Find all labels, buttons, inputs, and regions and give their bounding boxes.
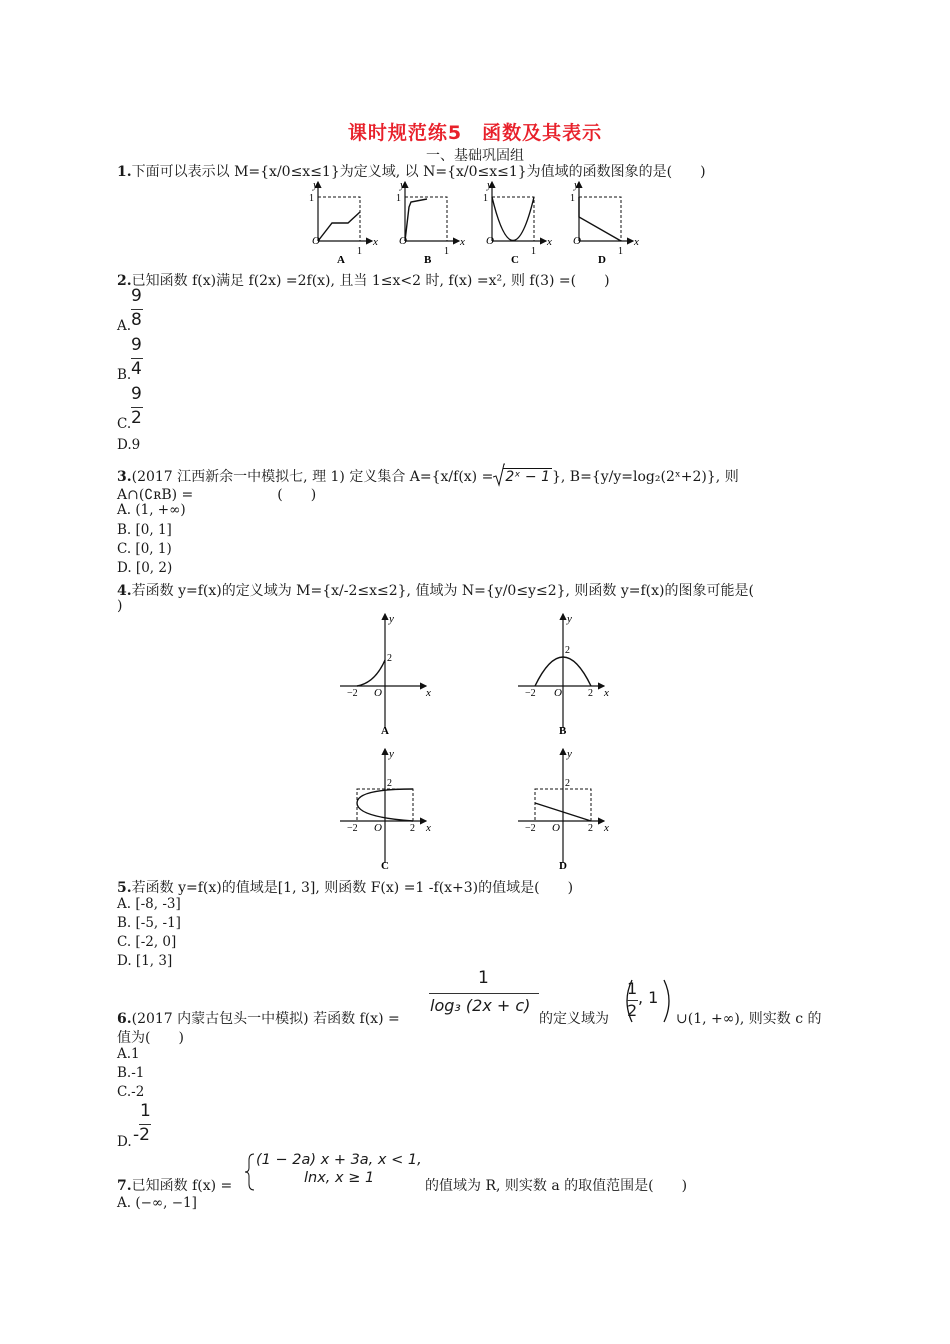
- question-number: 4.: [117, 583, 132, 599]
- question-4-close: ): [117, 598, 123, 614]
- axis-origin-label: O: [399, 235, 407, 247]
- axis-tick-label: 2: [410, 823, 415, 834]
- option-d: D. [1, 3]: [117, 953, 173, 969]
- option-b: B. [-5, -1]: [117, 915, 181, 931]
- axis-y-label: y: [487, 179, 492, 191]
- graph-label: D: [598, 254, 606, 264]
- option-c: C. [0, 1): [117, 541, 172, 557]
- option-d-sign: -: [133, 1125, 140, 1145]
- axis-tick-label: −2: [347, 688, 358, 699]
- option-value: 1: [131, 1046, 140, 1062]
- option-d: [117, 437, 140, 453]
- question-7: [117, 1175, 232, 1195]
- q1-graphs: [300, 176, 650, 264]
- axis-x-label: x: [426, 687, 431, 699]
- option-a-label: A.: [117, 318, 132, 334]
- section-heading: 一、基础巩固组: [426, 148, 524, 164]
- axis-y-label: y: [389, 613, 394, 625]
- graph-label: C: [511, 254, 519, 264]
- axis-tick-label: 1: [531, 246, 536, 257]
- question-4: [117, 580, 754, 600]
- option-a-numerator: 9: [131, 286, 142, 306]
- option-d-label: D.: [117, 437, 132, 453]
- axis-x-label: x: [426, 822, 431, 834]
- q1-graph-d: [570, 179, 639, 264]
- question-number: 7.: [117, 1178, 132, 1194]
- option-label: C.: [117, 1084, 132, 1100]
- axis-y-label: y: [567, 748, 572, 760]
- interval-numerator: 1: [627, 979, 638, 998]
- axis-origin-label: O: [552, 822, 560, 834]
- axis-tick-label: 2: [565, 778, 570, 789]
- axis-x-label: x: [373, 236, 378, 248]
- option-a: A. [-8, -3]: [117, 896, 181, 912]
- option-d-value: 9: [131, 437, 141, 453]
- option-a-denominator: 8: [131, 310, 142, 330]
- question-text: 下面可以表示以 M={x/0≤x≤1}为定义域, 以 N={x/0≤x≤1}为值域的函数图象的是( ): [131, 164, 706, 180]
- option-d: D. [0, 2): [117, 560, 173, 576]
- q4-graph-b: [518, 613, 609, 737]
- option-b: [117, 1065, 144, 1081]
- axis-y-label: y: [400, 179, 405, 191]
- q4-graph-c: [340, 748, 431, 872]
- axis-tick-label: 2: [565, 645, 570, 656]
- question-number: 1.: [117, 164, 132, 180]
- question-text: (2017 内蒙古包头一中模拟) 若函数 f(x) =: [131, 1011, 400, 1027]
- option-b-label: B.: [117, 367, 132, 383]
- option-a: A. (−∞, −1]: [117, 1195, 197, 1211]
- axis-tick-label: 1: [483, 193, 488, 204]
- option-d-den-value: 2: [139, 1125, 150, 1145]
- question-text: 已知函数 f(x) =: [131, 1178, 233, 1194]
- question-number: 5.: [117, 880, 132, 896]
- axis-x-label: x: [634, 236, 639, 248]
- question-text: 若函数 y=f(x)的值域是[1, 3], 则函数 F(x) =1 -f(x+3)的值域是( ): [131, 880, 574, 896]
- option-c-numerator: 9: [131, 384, 142, 404]
- axis-origin-label: O: [486, 235, 494, 247]
- q1-graph-c: [483, 179, 552, 264]
- axis-y-label: y: [313, 179, 318, 191]
- q6-fraction-numerator: 1: [478, 968, 489, 988]
- option-c: C. [-2, 0]: [117, 934, 177, 950]
- axis-tick-label: 1: [396, 193, 401, 204]
- question-7-text-end: 的值域为 R, 则实数 a 的取值范围是( ): [425, 1178, 688, 1194]
- graph-label: B: [559, 725, 567, 737]
- axis-origin-label: O: [374, 687, 382, 699]
- question-5: [117, 877, 573, 897]
- question-3-line2: A∩(∁ʀB) = ( ): [117, 487, 317, 503]
- axis-x-label: x: [547, 236, 552, 248]
- option-b-denominator: 4: [131, 359, 142, 379]
- question-text: (2017 江西新余一中模拟七, 理 1) 定义集合 A={x/f(x) =: [131, 469, 494, 485]
- axis-tick-label: 1: [309, 193, 314, 204]
- graph-label: C: [381, 860, 389, 872]
- axis-tick-label: −2: [525, 823, 536, 834]
- question-number: 3.: [117, 469, 132, 485]
- axis-tick-label: −2: [347, 823, 358, 834]
- question-3: [117, 466, 739, 486]
- q4-graph-d: [518, 748, 609, 872]
- axis-y-label: y: [574, 179, 579, 191]
- question-6: [117, 1008, 400, 1028]
- option-d-denominator: [133, 1125, 150, 1145]
- option-c-denominator: 2: [131, 408, 142, 428]
- axis-tick-label: −2: [525, 688, 536, 699]
- axis-x-label: x: [604, 687, 609, 699]
- q6-fraction-denominator: log₃ (2x + c): [430, 996, 531, 1015]
- axis-tick-label: 2: [588, 688, 593, 699]
- option-b: B. [0, 1]: [117, 522, 172, 538]
- option-label: A.: [117, 1046, 132, 1062]
- graph-label: A: [381, 725, 389, 737]
- sqrt-sign: [493, 463, 505, 489]
- option-d-label: D.: [117, 1134, 132, 1150]
- interval-denominator: 2: [627, 1001, 638, 1020]
- axis-tick-label: 1: [618, 246, 623, 257]
- option-c: [117, 1084, 144, 1100]
- sqrt-body: 2ˣ − 1: [505, 469, 550, 485]
- question-2: [117, 270, 610, 290]
- axis-x-label: x: [460, 236, 465, 248]
- question-text: 若函数 y=f(x)的定义域为 M={x/-2≤x≤2}, 值域为 N={y/0≤y≤2}, 则函数 y=f(x)的图象可能是(: [131, 583, 754, 599]
- axis-tick-label: 1: [444, 246, 449, 257]
- q4-graph-a: [340, 613, 431, 737]
- question-6-text-end: ∪(1, +∞), 则实数 c 的: [676, 1011, 822, 1027]
- question-number: 2.: [117, 273, 132, 289]
- axis-tick-label: 1: [357, 246, 362, 257]
- axis-origin-label: O: [554, 687, 562, 699]
- axis-tick-label: 2: [588, 823, 593, 834]
- page-title: 课时规范练5 函数及其表示: [347, 122, 603, 144]
- axis-origin-label: O: [312, 235, 320, 247]
- question-text: 已知函数 f(x)满足 f(2x) =2f(x), 且当 1≤x<2 时, f(x) =x², 则 f(3) =( ): [131, 273, 610, 289]
- axis-origin-label: O: [573, 235, 581, 247]
- fraction-bar: [429, 993, 539, 994]
- option-label: B.: [117, 1065, 132, 1081]
- axis-y-label: y: [389, 748, 394, 760]
- axis-tick-label: 1: [570, 193, 575, 204]
- brace-icon: [244, 1152, 256, 1192]
- q4-graphs: [330, 608, 630, 878]
- right-paren: [660, 978, 676, 1024]
- q1-graph-a: [309, 179, 378, 264]
- graph-label: B: [424, 254, 432, 264]
- option-a: [117, 1046, 140, 1062]
- q1-graph-b: [396, 179, 465, 264]
- option-value: -1: [131, 1065, 145, 1081]
- axis-y-label: y: [567, 613, 572, 625]
- option-value: -2: [131, 1084, 145, 1100]
- option-b-numerator: 9: [131, 335, 142, 355]
- question-number: 6.: [117, 1011, 132, 1027]
- question-6-text-mid: 的定义域为: [539, 1011, 609, 1027]
- case-1: (1 − 2a) x + 3a, x < 1,: [256, 1152, 422, 1168]
- question-text-continued: }, B={y/y=log₂(2ˣ+2)}, 则: [552, 469, 739, 485]
- question-6-line2: 值为( ): [117, 1030, 184, 1046]
- axis-x-label: x: [604, 822, 609, 834]
- interval-tail: , 1: [638, 988, 659, 1007]
- axis-tick-label: 2: [387, 778, 392, 789]
- option-d-numerator: 1: [140, 1101, 151, 1121]
- axis-origin-label: O: [374, 822, 382, 834]
- graph-label: A: [337, 254, 345, 264]
- option-a: A. (1, +∞): [117, 502, 186, 518]
- case-2: lnx, x ≥ 1: [304, 1170, 375, 1186]
- graph-label: D: [559, 860, 567, 872]
- axis-tick-label: 2: [387, 653, 392, 664]
- option-c-label: C.: [117, 416, 132, 432]
